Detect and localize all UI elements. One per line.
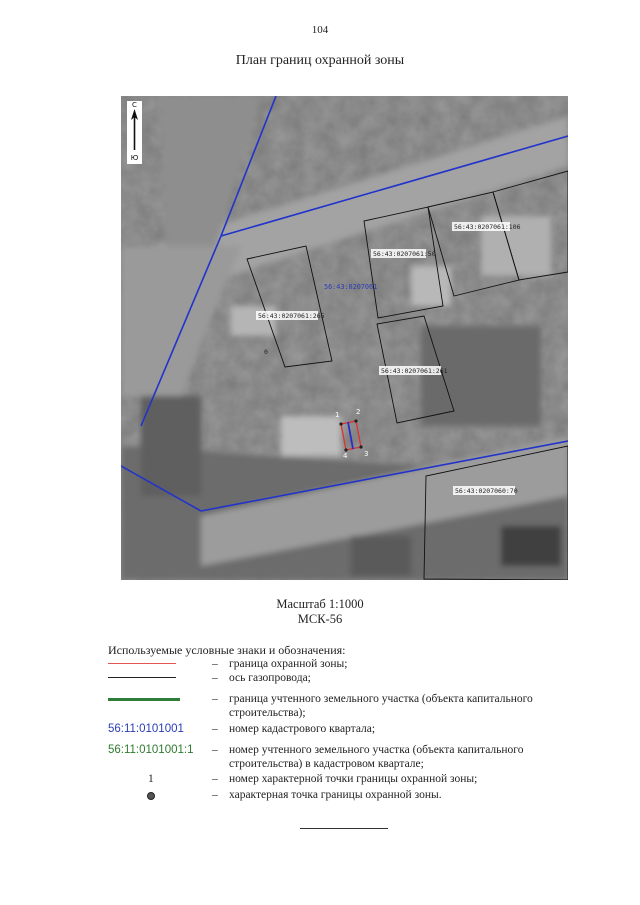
gas-axis-line-symbol <box>108 677 176 678</box>
parcel-label-265: 56:43:0207061:265 <box>258 312 325 320</box>
quarter-code-symbol: 56:11:0101001 <box>108 723 184 735</box>
parcel-label-50: 56:43:0207061:50 <box>373 250 436 258</box>
point-label-3: 3 <box>364 450 369 458</box>
legend-text: граница охранной зоны; <box>229 658 348 670</box>
parcel-label-70: 56:43:0207060:70 <box>455 487 518 495</box>
page-number: 104 <box>311 24 329 36</box>
point-dot-icon <box>147 792 155 800</box>
legend-text: характерная точка границы охранной зоны. <box>229 789 442 801</box>
quarter-label: 56:43:0207061 <box>324 283 378 291</box>
point-label-1: 1 <box>335 411 340 419</box>
legend-text: ось газопровода; <box>229 672 311 684</box>
map-image <box>121 96 568 580</box>
legend-dash: – <box>212 789 218 801</box>
legend-dash: – <box>212 723 218 735</box>
boundary-line-symbol <box>108 663 176 664</box>
scale-block <box>0 597 640 627</box>
legend-text: номер характерной точки границы охранной зоны; <box>229 773 478 785</box>
parcel-label-261: 56:43:0207061:261 <box>381 367 448 375</box>
page-title: План границ охранной зоны <box>235 53 405 68</box>
parcel-line-symbol <box>108 698 180 701</box>
legend-text: номер кадастрового квартала; <box>229 723 376 735</box>
point-label-2: 2 <box>356 408 361 416</box>
coordinate-system: МСК-56 <box>297 612 343 626</box>
map-drawing <box>121 96 568 580</box>
footer-divider <box>300 828 388 829</box>
legend-dash: – <box>212 672 218 684</box>
parcel-265-mark: 0 <box>264 348 268 356</box>
scale-text: Масштаб 1:1000 <box>276 597 364 611</box>
legend-dash: – <box>212 773 218 785</box>
legend-title: Используемые условные знаки и обозначения: <box>108 643 346 657</box>
parcel-label-106: 56:43:0207061:106 <box>454 223 521 231</box>
point-label-4: 4 <box>343 452 348 460</box>
legend-dash: – <box>212 658 218 670</box>
point-number-symbol: 1 <box>148 773 154 785</box>
legend-dash: – <box>212 744 218 756</box>
legend-text: граница учтенного земельного участка (объекта капитального строительства); <box>229 693 533 719</box>
legend-text: номер учтенного земельного участка (объекта капитального строительства) в кадастровом квартале; <box>229 744 524 770</box>
parcel-code-symbol: 56:11:0101001:1 <box>108 744 194 756</box>
legend-dash: – <box>212 693 218 705</box>
compass-north-label: С <box>132 101 137 109</box>
compass-south-label: Ю <box>130 154 139 162</box>
